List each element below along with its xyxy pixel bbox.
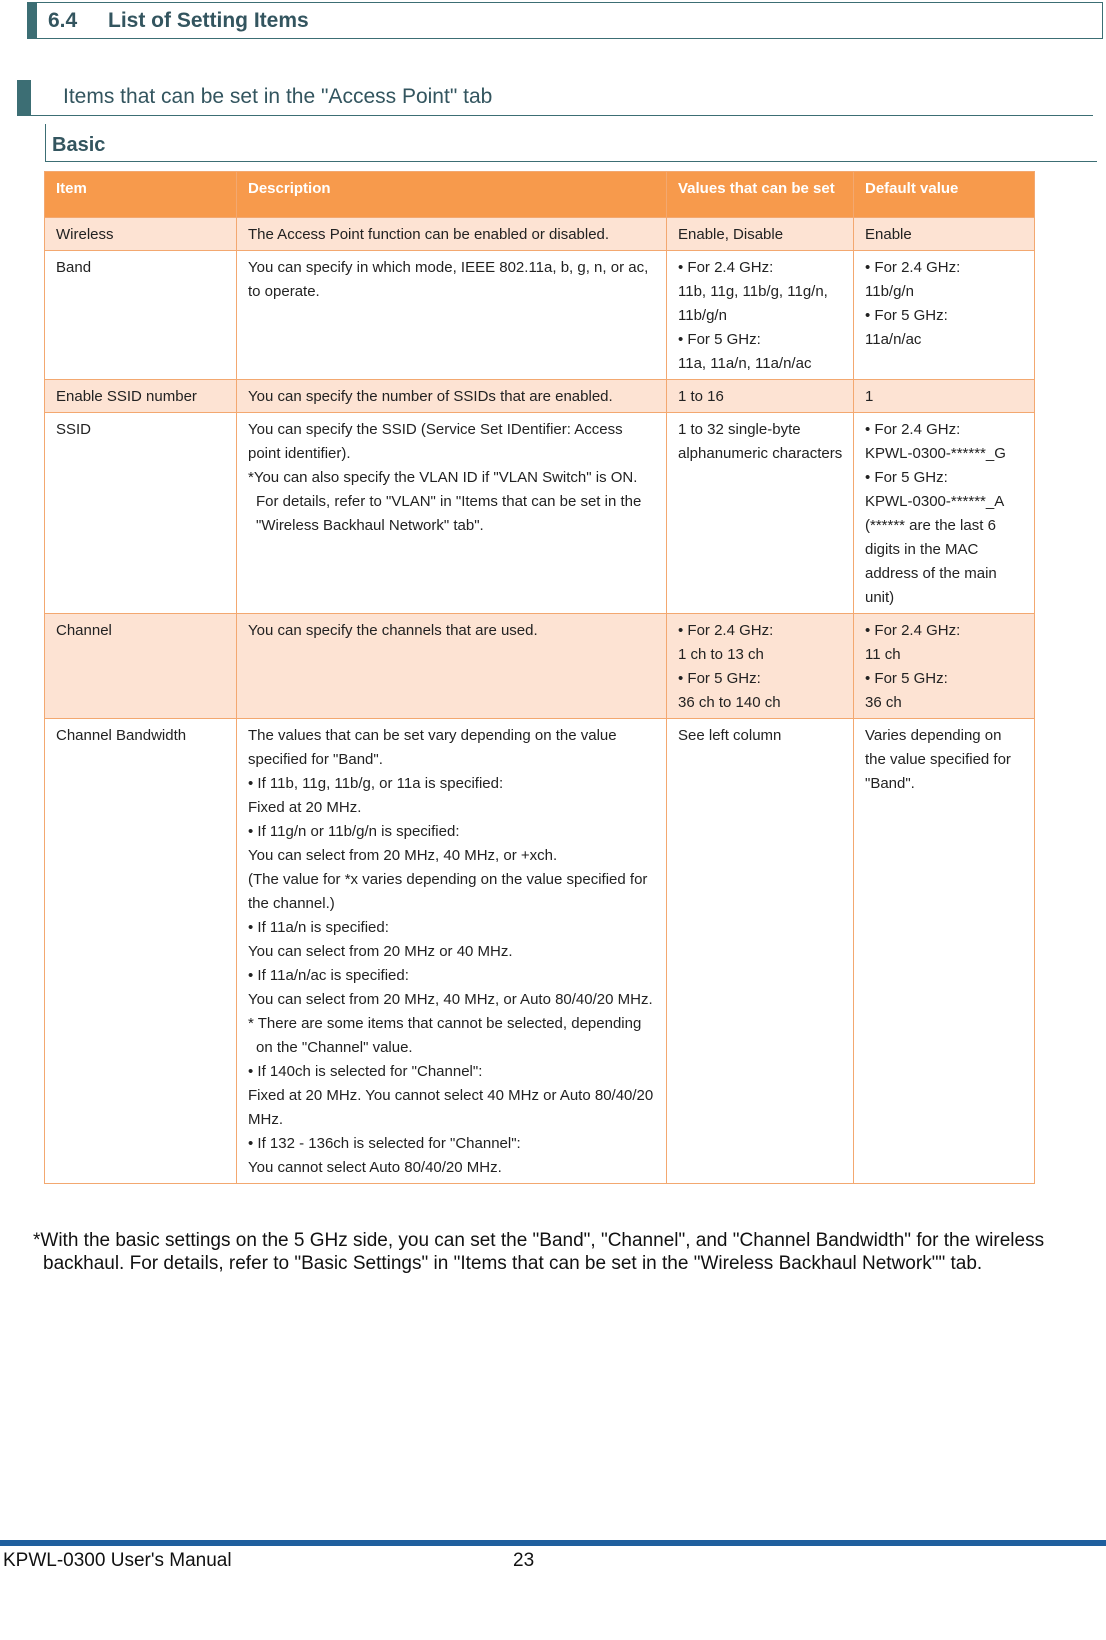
cell-text: You can select from 20 MHz, 40 MHz, or +xch. [248, 847, 558, 864]
cell-text: 11a/n/ac [865, 331, 922, 348]
cell-item: Channel Bandwidth [45, 719, 237, 1184]
cell-text: • For 2.4 GHz: [678, 622, 774, 639]
cell-text: • For 2.4 GHz: [865, 622, 961, 639]
cell-values [667, 251, 854, 380]
cell-text: KPWL-0300-******_A [865, 493, 1005, 510]
table-row [45, 614, 1035, 719]
cell-text: • For 5 GHz: [865, 469, 948, 486]
cell-item: Wireless [45, 218, 237, 251]
cell-text: KPWL-0300-******_G [865, 445, 1006, 462]
cell-text: • If 11a/n is specified: [248, 919, 389, 936]
cell-text: You cannot select Auto 80/40/20 MHz. [248, 1159, 502, 1176]
cell-text: 11b/g/n [865, 283, 914, 300]
cell-text: • For 5 GHz: [865, 307, 948, 324]
subsection-heading-bar [17, 80, 31, 116]
cell-text: 1 ch to 13 ch [678, 646, 764, 663]
cell-text: • For 2.4 GHz: [678, 259, 774, 276]
cell-item: SSID [45, 413, 237, 614]
cell-default [854, 251, 1035, 380]
cell-text: (The value for *x varies depending on the value specified for the channel.) [248, 871, 648, 912]
cell-text: 11b, 11g, 11b/g, 11g/n, 11b/g/n [678, 283, 828, 324]
subsection-title: Items that can be set in the "Access Point" tab [63, 85, 493, 108]
cell-text: • If 132 - 136ch is selected for "Channel": [248, 1135, 521, 1152]
cell-text: • For 5 GHz: [678, 331, 761, 348]
group-title: Basic [52, 134, 106, 156]
cell-values [667, 218, 854, 251]
cell-text: 1 to 32 single-byte alphanumeric characters [678, 421, 843, 462]
cell-text: Fixed at 20 MHz. You cannot select 40 MHz or Auto 80/40/20 MHz. [248, 1087, 654, 1128]
cell-description [237, 719, 667, 1184]
cell-description [237, 380, 667, 413]
cell-values [667, 719, 854, 1184]
cell-values [667, 413, 854, 614]
page-number: 23 [513, 1550, 535, 1571]
cell-text: • For 5 GHz: [865, 670, 948, 687]
section-number: 6.4 [48, 9, 78, 32]
cell-description [237, 218, 667, 251]
subsection-rule [31, 115, 1093, 116]
cell-text: • If 11a/n/ac is specified: [248, 967, 409, 984]
cell-description [237, 413, 667, 614]
cell-text: • For 2.4 GHz: [865, 421, 961, 438]
table-row [45, 380, 1035, 413]
cell-text: You can specify the channels that are used. [248, 622, 538, 639]
table-row [45, 719, 1035, 1184]
cell-text: Fixed at 20 MHz. [248, 799, 362, 816]
cell-text: 1 to 16 [678, 388, 724, 405]
cell-item: Band [45, 251, 237, 380]
cell-text: Enable [865, 226, 912, 243]
cell-text: Varies depending on the value specified for "Band". [865, 727, 1011, 792]
cell-default [854, 218, 1035, 251]
cell-text: You can specify the number of SSIDs that are enabled. [248, 388, 613, 405]
cell-text: • For 2.4 GHz: [865, 259, 961, 276]
section-title: List of Setting Items [108, 9, 309, 32]
cell-text: You can specify in which mode, IEEE 802.11a, b, g, n, or ac, to operate. [248, 259, 649, 300]
cell-text: • If 11g/n or 11b/g/n is specified: [248, 823, 460, 840]
settings-table [44, 171, 1035, 1184]
cell-default [854, 380, 1035, 413]
cell-text: See left column [678, 727, 782, 744]
footer-rule [0, 1540, 1106, 1546]
cell-text: • For 5 GHz: [678, 670, 761, 687]
cell-text: The Access Point function can be enabled or disabled. [248, 226, 610, 243]
group-rule [45, 161, 1097, 162]
subsection-heading [17, 80, 1093, 116]
cell-text: 11a, 11a/n, 11a/n/ac [678, 355, 812, 372]
header-values: Values that can be set [667, 172, 854, 218]
table-header-row [45, 172, 1035, 218]
group-heading-bar [45, 124, 46, 162]
cell-text: You can select from 20 MHz or 40 MHz. [248, 943, 513, 960]
cell-text: You can specify the SSID (Service Set IDentifier: Access point identifier). [248, 421, 623, 462]
cell-item: Channel [45, 614, 237, 719]
cell-text: You can select from 20 MHz, 40 MHz, or Auto 80/40/20 MHz. [248, 991, 653, 1008]
section-heading [27, 2, 1103, 39]
footnote: *With the basic settings on the 5 GHz side, you can set the "Band", "Channel", and "Channel Bandwidth" for the wireless backhaul. For details, refer to "Basic Settings" in "Items that can be set in the "Wireless Backhaul Network"" tab. [33, 1230, 1045, 1274]
cell-values [667, 380, 854, 413]
cell-text: • If 140ch is selected for "Channel": [248, 1063, 483, 1080]
cell-text: * There are some items that cannot be selected, depending on the "Channel" value. [248, 1015, 642, 1056]
table-row [45, 413, 1035, 614]
header-item: Item [45, 172, 237, 218]
cell-item: Enable SSID number [45, 380, 237, 413]
cell-text: (****** are the last 6 digits in the MAC address of the main unit) [865, 517, 997, 606]
cell-text: *You can also specify the VLAN ID if "VLAN Switch" is ON. For details, refer to "VLAN" in "Items that can be set in the "Wireless Backhaul Network" tab". [248, 469, 642, 534]
cell-text: 36 ch [865, 694, 902, 711]
cell-text: The values that can be set vary depending on the value specified for "Band". [248, 727, 617, 768]
header-description: Description [237, 172, 667, 218]
cell-text: • If 11b, 11g, 11b/g, or 11a is specified: [248, 775, 504, 792]
cell-description [237, 614, 667, 719]
cell-text: Enable, Disable [678, 226, 784, 243]
cell-text: 1 [865, 388, 874, 405]
cell-default [854, 719, 1035, 1184]
cell-text: 11 ch [865, 646, 901, 663]
table-row [45, 218, 1035, 251]
cell-default [854, 614, 1035, 719]
group-heading [45, 124, 1097, 162]
header-default: Default value [854, 172, 1035, 218]
table-row [45, 251, 1035, 380]
cell-values [667, 614, 854, 719]
page-footer [0, 1540, 1106, 1640]
cell-description [237, 251, 667, 380]
section-heading-bar [28, 3, 37, 38]
cell-default [854, 413, 1035, 614]
manual-title: KPWL-0300 User's Manual [3, 1550, 232, 1571]
cell-text: 36 ch to 140 ch [678, 694, 781, 711]
